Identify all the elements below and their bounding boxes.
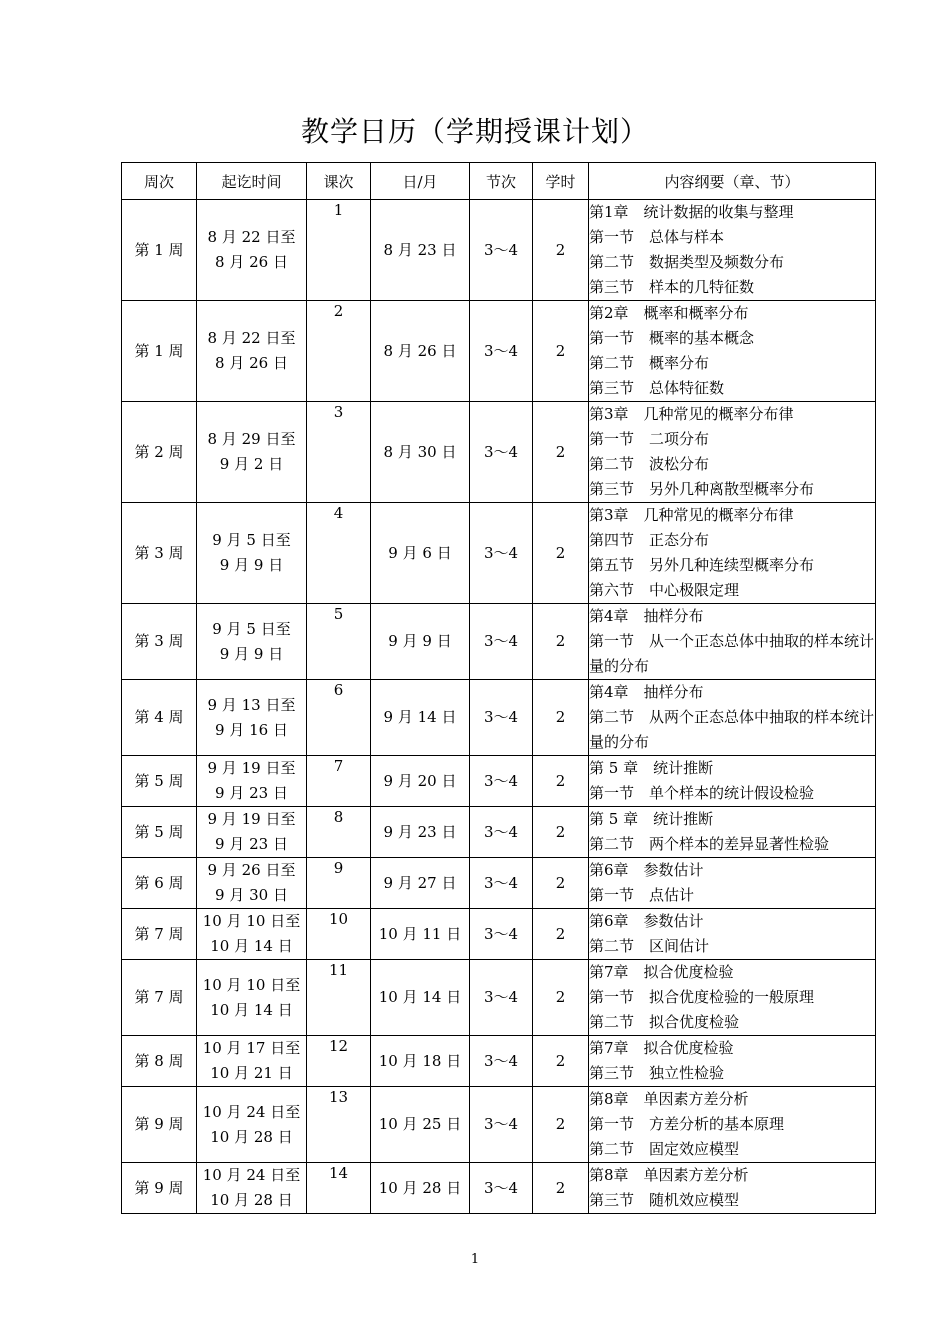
content-line: 第二节 区间估计: [589, 937, 710, 955]
hours-cell: 2: [533, 200, 589, 301]
week-cell: 第 7 周: [122, 909, 197, 960]
range-line: 10 月 14 日: [210, 1000, 293, 1019]
date-cell: 8 月 30 日: [371, 402, 470, 503]
date-cell: 9 月 14 日: [371, 680, 470, 756]
content-line: 第二节 从两个正态总体中抽取的样本统计量的分布: [589, 708, 875, 751]
content-cell: [589, 301, 876, 402]
content-cell: [589, 503, 876, 604]
range-cell: [197, 503, 307, 604]
hours-cell: 2: [533, 756, 589, 807]
table-row: [122, 503, 876, 604]
hours-cell: 2: [533, 1087, 589, 1163]
content-line: 第三节 独立性检验: [589, 1064, 725, 1082]
range-line: 9 月 9 日: [219, 644, 284, 663]
hours-cell: 2: [533, 604, 589, 680]
lesson-number-cell: 11: [307, 960, 371, 1036]
content-line: 第三节 总体特征数: [589, 379, 725, 397]
range-cell: [197, 909, 307, 960]
range-cell: [197, 756, 307, 807]
hours-cell: 2: [533, 909, 589, 960]
content-line: 第三节 样本的几特征数: [589, 278, 755, 296]
range-line: 9 月 30 日: [215, 886, 288, 904]
period-cell: 3～4: [470, 301, 533, 402]
table-row: [122, 200, 876, 301]
content-line: 第二节 波松分布: [589, 455, 710, 473]
content-line: 第8章 单因素方差分析: [589, 1166, 749, 1184]
content-cell: [589, 200, 876, 301]
period-cell: 3～4: [470, 807, 533, 858]
table-row: [122, 301, 876, 402]
header-week: 周次: [122, 163, 197, 200]
period-cell: 3～4: [470, 402, 533, 503]
period-cell: 3～4: [470, 858, 533, 909]
range-cell: [197, 807, 307, 858]
period-cell: 3～4: [470, 680, 533, 756]
content-line: 第二节 数据类型及频数分布: [589, 253, 785, 271]
hours-cell: 2: [533, 807, 589, 858]
table-row: [122, 960, 876, 1036]
period-cell: 3～4: [470, 960, 533, 1036]
week-cell: 第 5 周: [122, 807, 197, 858]
range-cell: [197, 301, 307, 402]
period-cell: 3～4: [470, 909, 533, 960]
header-lesson-number: 课次: [307, 163, 371, 200]
content-cell: [589, 1163, 876, 1214]
header-date: 日/月: [371, 163, 470, 200]
range-line: 8 月 22 日至: [207, 228, 296, 246]
period-cell: 3～4: [470, 503, 533, 604]
content-line: 第一节 单个样本的统计假设检验: [589, 784, 815, 802]
period-cell: 3～4: [470, 200, 533, 301]
table-row: [122, 1163, 876, 1214]
lesson-number-cell: 9: [307, 858, 371, 909]
range-line: 10 月 10 日至: [202, 912, 301, 930]
week-cell: 第 2 周: [122, 402, 197, 503]
week-cell: 第 8 周: [122, 1036, 197, 1087]
lesson-number-cell: 12: [307, 1036, 371, 1087]
lesson-number-cell: 4: [307, 503, 371, 604]
content-line: 第五节 另外几种连续型概率分布: [589, 556, 815, 574]
table-header-row: [122, 163, 876, 200]
date-cell: 9 月 6 日: [371, 503, 470, 604]
range-cell: [197, 960, 307, 1036]
content-line: 第2章 概率和概率分布: [589, 304, 749, 322]
content-line: 第7章 拟合优度检验: [589, 1039, 734, 1057]
header-period: 节次: [470, 163, 533, 200]
date-cell: 9 月 20 日: [371, 756, 470, 807]
week-cell: 第 1 周: [122, 301, 197, 402]
week-cell: 第 6 周: [122, 858, 197, 909]
range-cell: [197, 858, 307, 909]
week-cell: 第 5 周: [122, 756, 197, 807]
lesson-number-cell: 10: [307, 909, 371, 960]
range-cell: [197, 402, 307, 503]
content-line: 第二节 概率分布: [589, 354, 710, 372]
content-line: 第一节 从一个正态总体中抽取的样本统计量的分布: [589, 632, 875, 675]
period-cell: 3～4: [470, 1163, 533, 1214]
hours-cell: 2: [533, 503, 589, 604]
teaching-calendar-table: [121, 162, 876, 1214]
date-cell: 9 月 9 日: [371, 604, 470, 680]
table-row: [122, 604, 876, 680]
content-line: 第一节 总体与样本: [589, 228, 725, 246]
range-line: 8 月 26 日: [215, 253, 288, 271]
content-line: 第4章 抽样分布: [589, 683, 704, 701]
range-line: 9 月 23 日: [215, 835, 288, 853]
hours-cell: 2: [533, 858, 589, 909]
lesson-number-cell: 7: [307, 756, 371, 807]
range-line: 9 月 23 日: [215, 784, 288, 802]
range-line: 10 月 14 日: [210, 937, 293, 955]
date-cell: 10 月 28 日: [371, 1163, 470, 1214]
lesson-number-cell: 8: [307, 807, 371, 858]
content-cell: [589, 604, 876, 680]
range-cell: [197, 1087, 307, 1163]
hours-cell: 2: [533, 1036, 589, 1087]
range-line: 10 月 28 日: [210, 1127, 293, 1146]
date-cell: 8 月 23 日: [371, 200, 470, 301]
range-line: 10 月 17 日至: [202, 1039, 301, 1057]
date-cell: 10 月 11 日: [371, 909, 470, 960]
content-line: 第8章 单因素方差分析: [589, 1090, 749, 1108]
range-line: 9 月 26 日至: [207, 861, 296, 879]
period-cell: 3～4: [470, 1036, 533, 1087]
week-cell: 第 3 周: [122, 503, 197, 604]
content-line: 第一节 点估计: [589, 886, 695, 904]
table-row: [122, 858, 876, 909]
range-cell: [197, 1163, 307, 1214]
lesson-number-cell: 1: [307, 200, 371, 301]
content-cell: [589, 756, 876, 807]
date-cell: 8 月 26 日: [371, 301, 470, 402]
content-line: 第一节 方差分析的基本原理: [589, 1115, 785, 1133]
header-range: 起讫时间: [197, 163, 307, 200]
content-line: 第 5 章 统计推断: [589, 810, 714, 828]
date-cell: 9 月 23 日: [371, 807, 470, 858]
content-line: 第3章 几种常见的概率分布律: [589, 506, 794, 524]
content-cell: [589, 960, 876, 1036]
content-line: 第4章 抽样分布: [589, 607, 704, 625]
range-line: 9 月 13 日至: [207, 695, 296, 714]
content-line: 第二节 两个样本的差异显著性检验: [589, 835, 830, 853]
content-line: 第一节 拟合优度检验的一般原理: [589, 988, 815, 1006]
date-cell: 10 月 14 日: [371, 960, 470, 1036]
week-cell: 第 4 周: [122, 680, 197, 756]
range-line: 10 月 21 日: [210, 1064, 293, 1082]
range-line: 9 月 19 日至: [207, 759, 296, 777]
date-cell: 9 月 27 日: [371, 858, 470, 909]
lesson-number-cell: 13: [307, 1087, 371, 1163]
lesson-number-cell: 6: [307, 680, 371, 756]
date-cell: 10 月 25 日: [371, 1087, 470, 1163]
range-line: 10 月 24 日至: [202, 1166, 301, 1184]
header-content: 内容纲要（章、节）: [589, 163, 876, 200]
range-cell: [197, 1036, 307, 1087]
hours-cell: 2: [533, 960, 589, 1036]
range-line: 9 月 9 日: [219, 556, 284, 574]
range-line: 10 月 28 日: [210, 1191, 293, 1209]
range-line: 9 月 16 日: [215, 720, 288, 739]
week-cell: 第 9 周: [122, 1163, 197, 1214]
hours-cell: 2: [533, 402, 589, 503]
range-line: 10 月 10 日至: [202, 975, 301, 994]
header-hours: 学时: [533, 163, 589, 200]
range-line: 8 月 22 日至: [207, 329, 296, 347]
lesson-number-cell: 2: [307, 301, 371, 402]
content-cell: [589, 402, 876, 503]
period-cell: 3～4: [470, 756, 533, 807]
content-line: 第 5 章 统计推断: [589, 759, 714, 777]
content-cell: [589, 1036, 876, 1087]
content-line: 第3章 几种常见的概率分布律: [589, 405, 794, 423]
lesson-number-cell: 14: [307, 1163, 371, 1214]
date-cell: 10 月 18 日: [371, 1036, 470, 1087]
period-cell: 3～4: [470, 604, 533, 680]
lesson-number-cell: 3: [307, 402, 371, 503]
table-row: [122, 807, 876, 858]
range-line: 8 月 26 日: [215, 354, 288, 372]
content-line: 第二节 固定效应模型: [589, 1140, 740, 1158]
table-row: [122, 909, 876, 960]
hours-cell: 2: [533, 680, 589, 756]
period-cell: 3～4: [470, 1087, 533, 1163]
range-line: 9 月 5 日至: [212, 619, 291, 638]
content-line: 第6章 参数估计: [589, 912, 704, 930]
content-cell: [589, 680, 876, 756]
content-line: 第二节 拟合优度检验: [589, 1013, 740, 1031]
table-row: [122, 1036, 876, 1087]
content-cell: [589, 858, 876, 909]
content-line: 第三节 随机效应模型: [589, 1191, 740, 1209]
content-line: 第6章 参数估计: [589, 861, 704, 879]
content-cell: [589, 909, 876, 960]
range-line: 8 月 29 日至: [207, 430, 296, 448]
content-cell: [589, 1087, 876, 1163]
range-line: 10 月 24 日至: [202, 1102, 301, 1121]
range-line: 9 月 2 日: [219, 455, 284, 473]
week-cell: 第 9 周: [122, 1087, 197, 1163]
content-line: 第一节 二项分布: [589, 430, 710, 448]
table-row: [122, 680, 876, 756]
content-line: 第7章 拟合优度检验: [589, 963, 734, 981]
content-line: 第一节 概率的基本概念: [589, 329, 755, 347]
table-row: [122, 1087, 876, 1163]
range-cell: [197, 680, 307, 756]
range-cell: [197, 200, 307, 301]
range-cell: [197, 604, 307, 680]
lesson-number-cell: 5: [307, 604, 371, 680]
week-cell: 第 3 周: [122, 604, 197, 680]
content-line: 第1章 统计数据的收集与整理: [589, 203, 794, 221]
content-line: 第四节 正态分布: [589, 531, 710, 549]
hours-cell: 2: [533, 1163, 589, 1214]
content-cell: [589, 807, 876, 858]
page-title: 教学日历（学期授课计划）: [300, 115, 649, 148]
week-cell: 第 7 周: [122, 960, 197, 1036]
page-number: 1: [470, 1252, 480, 1267]
content-line: 第六节 中心极限定理: [589, 581, 740, 599]
range-line: 9 月 19 日至: [207, 810, 296, 828]
table-row: [122, 402, 876, 503]
content-line: 第三节 另外几种离散型概率分布: [589, 480, 815, 498]
table-row: [122, 756, 876, 807]
range-line: 9 月 5 日至: [212, 531, 291, 549]
week-cell: 第 1 周: [122, 200, 197, 301]
hours-cell: 2: [533, 301, 589, 402]
